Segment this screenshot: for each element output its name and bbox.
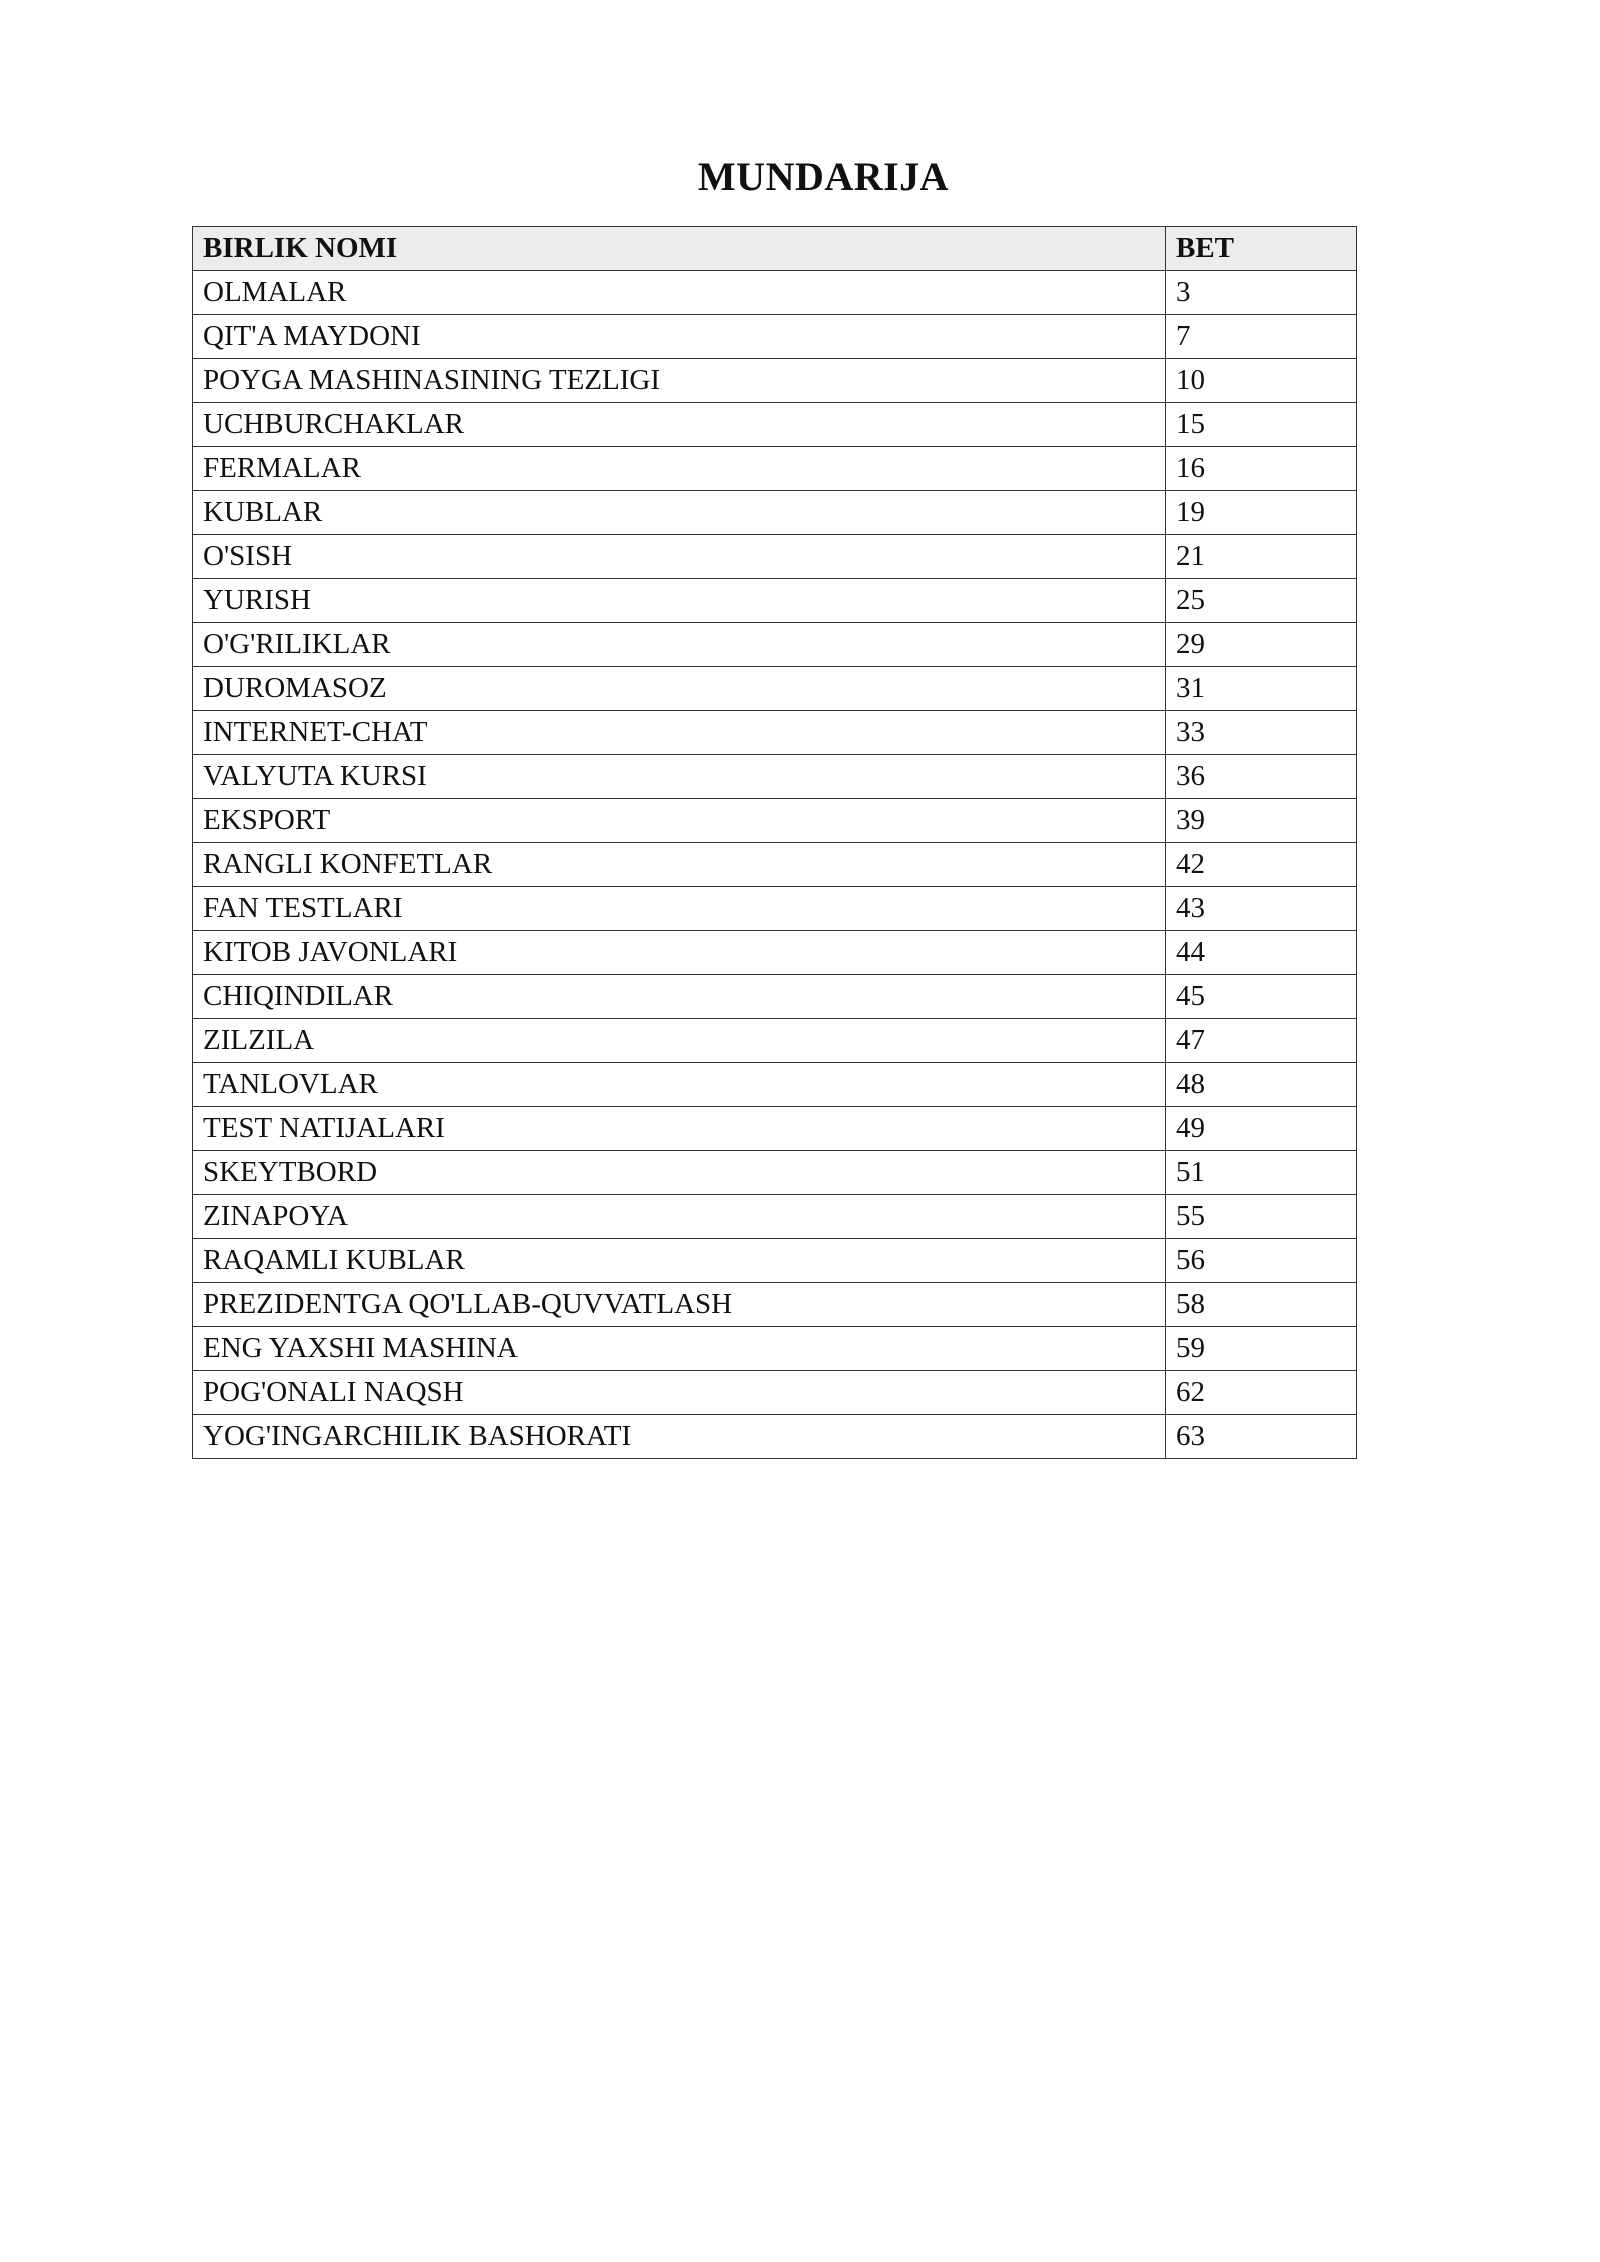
page-number-cell: 25 (1166, 579, 1357, 623)
page-number-cell: 55 (1166, 1195, 1357, 1239)
table-row (193, 491, 1357, 535)
table-row (193, 1415, 1357, 1459)
page-number-cell: 49 (1166, 1107, 1357, 1151)
table-row (193, 1151, 1357, 1195)
header-page: BET (1166, 227, 1357, 271)
table-row (193, 447, 1357, 491)
unit-name-cell: INTERNET-CHAT (193, 711, 1166, 755)
unit-name-cell: UCHBURCHAKLAR (193, 403, 1166, 447)
page-number-cell: 31 (1166, 667, 1357, 711)
page-number-cell: 63 (1166, 1415, 1357, 1459)
page-number-cell: 3 (1166, 271, 1357, 315)
unit-name-cell: PREZIDENTGA QO'LLAB-QUVVATLASH (193, 1283, 1166, 1327)
table-row (193, 1107, 1357, 1151)
table-row (193, 843, 1357, 887)
table-row (193, 887, 1357, 931)
table-row (193, 315, 1357, 359)
table-row (193, 1371, 1357, 1415)
table-row (193, 1019, 1357, 1063)
unit-name-cell: O'G'RILIKLAR (193, 623, 1166, 667)
header-unit-name: BIRLIK NOMI (193, 227, 1166, 271)
table-header-row (193, 227, 1357, 271)
page-number-cell: 59 (1166, 1327, 1357, 1371)
unit-name-cell: ZILZILA (193, 1019, 1166, 1063)
unit-name-cell: ZINAPOYA (193, 1195, 1166, 1239)
unit-name-cell: TANLOVLAR (193, 1063, 1166, 1107)
page-number-cell: 10 (1166, 359, 1357, 403)
page-number-cell: 48 (1166, 1063, 1357, 1107)
unit-name-cell: DUROMASOZ (193, 667, 1166, 711)
page-number-cell: 15 (1166, 403, 1357, 447)
table-row (193, 271, 1357, 315)
table-row (193, 755, 1357, 799)
table-row (193, 535, 1357, 579)
unit-name-cell: OLMALAR (193, 271, 1166, 315)
page-title: MUNDARIJA (697, 154, 950, 199)
unit-name-cell: POG'ONALI NAQSH (193, 1371, 1166, 1415)
unit-name-cell: SKEYTBORD (193, 1151, 1166, 1195)
page-number-cell: 19 (1166, 491, 1357, 535)
page-number-cell: 44 (1166, 931, 1357, 975)
page-number-cell: 39 (1166, 799, 1357, 843)
table-row (193, 667, 1357, 711)
table-row (193, 359, 1357, 403)
page-number-cell: 58 (1166, 1283, 1357, 1327)
table-row (193, 1239, 1357, 1283)
table-row (193, 711, 1357, 755)
table-row (193, 579, 1357, 623)
page-number-cell: 7 (1166, 315, 1357, 359)
unit-name-cell: RAQAMLI KUBLAR (193, 1239, 1166, 1283)
page-number-cell: 42 (1166, 843, 1357, 887)
unit-name-cell: TEST NATIJALARI (193, 1107, 1166, 1151)
unit-name-cell: KUBLAR (193, 491, 1166, 535)
unit-name-cell: FERMALAR (193, 447, 1166, 491)
unit-name-cell: FAN TESTLARI (193, 887, 1166, 931)
unit-name-cell: ENG YAXSHI MASHINA (193, 1327, 1166, 1371)
unit-name-cell: CHIQINDILAR (193, 975, 1166, 1019)
unit-name-cell: O'SISH (193, 535, 1166, 579)
page-number-cell: 47 (1166, 1019, 1357, 1063)
table-row (193, 1195, 1357, 1239)
page-number-cell: 62 (1166, 1371, 1357, 1415)
unit-name-cell: YOG'INGARCHILIK BASHORATI (193, 1415, 1166, 1459)
page-number-cell: 29 (1166, 623, 1357, 667)
page-number-cell: 43 (1166, 887, 1357, 931)
table-row (193, 931, 1357, 975)
table-row (193, 403, 1357, 447)
page-number-cell: 56 (1166, 1239, 1357, 1283)
page-number-cell: 33 (1166, 711, 1357, 755)
table-of-contents (192, 226, 1357, 1459)
table-row (193, 1063, 1357, 1107)
page-number-cell: 45 (1166, 975, 1357, 1019)
page-number-cell: 36 (1166, 755, 1357, 799)
table-row (193, 623, 1357, 667)
unit-name-cell: EKSPORT (193, 799, 1166, 843)
unit-name-cell: POYGA MASHINASINING TEZLIGI (193, 359, 1166, 403)
table-row (193, 1327, 1357, 1371)
page-number-cell: 21 (1166, 535, 1357, 579)
table-row (193, 799, 1357, 843)
table-row (193, 975, 1357, 1019)
unit-name-cell: RANGLI KONFETLAR (193, 843, 1166, 887)
page-number-cell: 16 (1166, 447, 1357, 491)
unit-name-cell: VALYUTA KURSI (193, 755, 1166, 799)
unit-name-cell: QIT'A MAYDONI (193, 315, 1166, 359)
unit-name-cell: YURISH (193, 579, 1166, 623)
page-number-cell: 51 (1166, 1151, 1357, 1195)
table-body (193, 271, 1357, 1459)
table-row (193, 1283, 1357, 1327)
unit-name-cell: KITOB JAVONLARI (193, 931, 1166, 975)
